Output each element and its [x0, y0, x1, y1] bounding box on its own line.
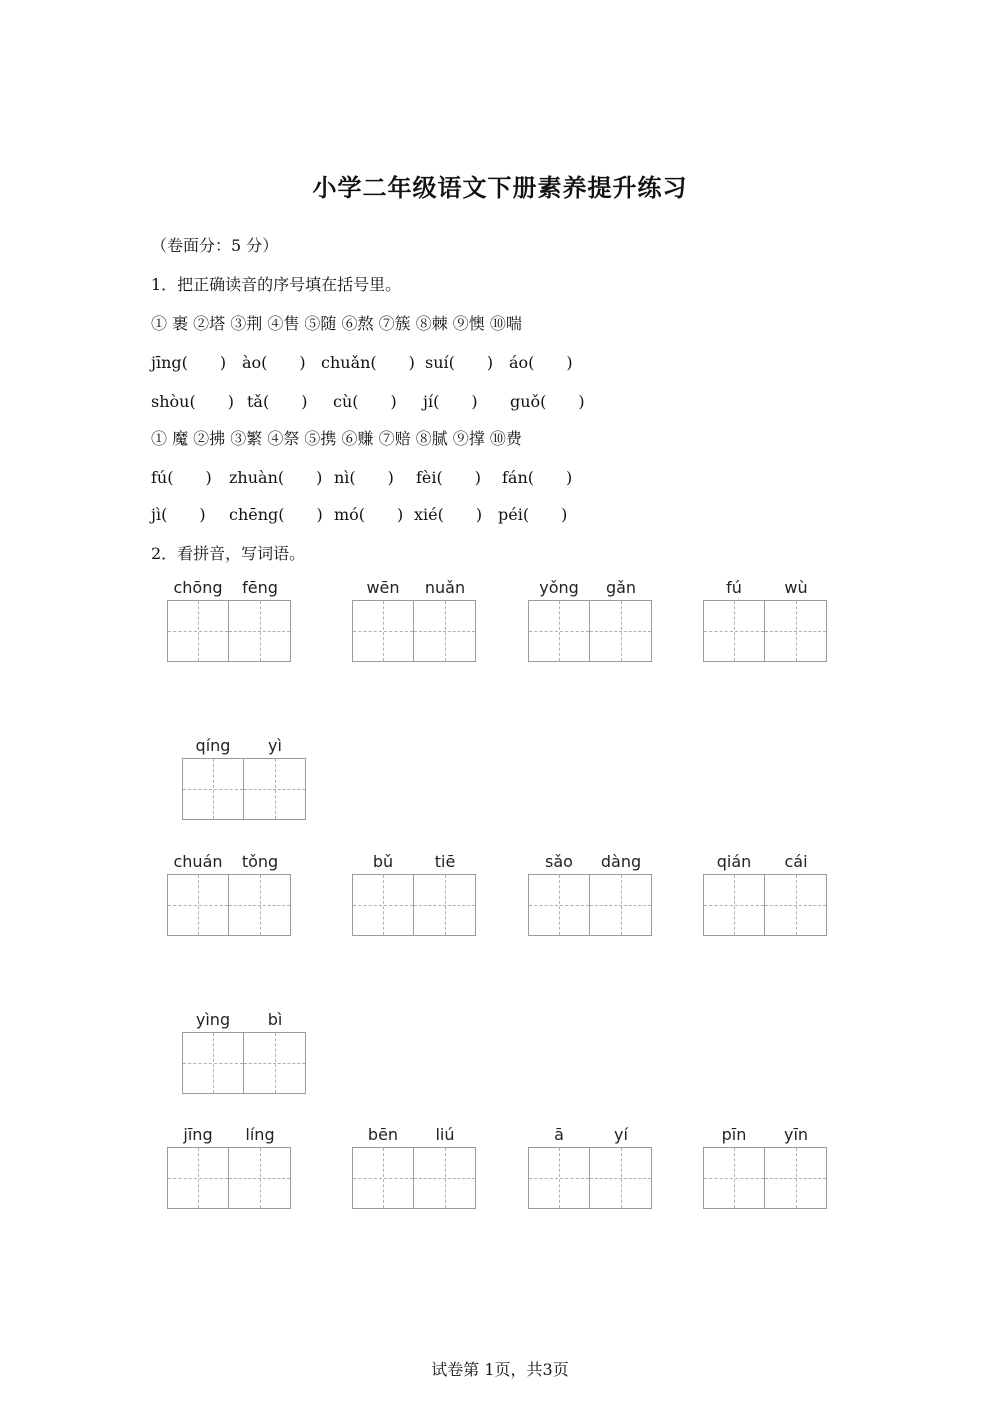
- pinyin-label: bēn: [367, 1125, 399, 1144]
- tianzige-cell[interactable]: [765, 1147, 827, 1209]
- pinyin-label: liú: [435, 1125, 455, 1144]
- pinyin-label: chōng: [173, 578, 223, 597]
- word-grid: [528, 852, 652, 936]
- guide-line: [590, 631, 651, 632]
- guide-line: [704, 1178, 764, 1179]
- word-grid: [703, 1125, 827, 1209]
- pinyin-blank[interactable]: xié( ): [414, 505, 483, 524]
- word-grid: [703, 578, 827, 662]
- pinyin-blank[interactable]: péi( ): [498, 505, 568, 524]
- pinyin-label: wù: [784, 578, 808, 597]
- tianzige-cell[interactable]: [182, 1032, 244, 1094]
- word-grid: [352, 1125, 476, 1209]
- pinyin-blank[interactable]: fán( ): [502, 468, 573, 487]
- tianzige-cell[interactable]: [703, 600, 765, 662]
- word-grid: [528, 578, 652, 662]
- tianzige-cell[interactable]: [244, 758, 306, 820]
- tianzige-cell[interactable]: [167, 874, 229, 936]
- pinyin-label: wēn: [366, 578, 400, 597]
- pinyin-blank[interactable]: tǎ( ): [247, 392, 308, 411]
- pinyin-blank[interactable]: áo( ): [509, 353, 573, 372]
- pinyin-blank[interactable]: jì( ): [151, 505, 206, 524]
- page-footer: 试卷第 1页，共3页: [431, 1360, 569, 1379]
- pinyin-label: yǒng: [539, 578, 579, 597]
- guide-line: [414, 631, 475, 632]
- pinyin-blank[interactable]: nì( ): [334, 468, 394, 487]
- guide-line: [353, 631, 413, 632]
- pinyin-label: bì: [267, 1010, 283, 1029]
- pinyin-blank[interactable]: ào( ): [242, 353, 306, 372]
- guide-line: [168, 631, 228, 632]
- pinyin-label: dàng: [600, 852, 642, 871]
- tianzige-cell[interactable]: [352, 874, 414, 936]
- pinyin-blank[interactable]: chuǎn( ): [321, 353, 415, 372]
- guide-line: [704, 905, 764, 906]
- pinyin-label: cái: [784, 852, 808, 871]
- guide-line: [529, 1178, 589, 1179]
- tianzige-cell[interactable]: [414, 1147, 476, 1209]
- word-grid: [352, 578, 476, 662]
- guide-line: [414, 1178, 475, 1179]
- tianzige-cell[interactable]: [765, 600, 827, 662]
- guide-line: [229, 1178, 290, 1179]
- word-grid: [703, 852, 827, 936]
- pinyin-label: tiē: [434, 852, 456, 871]
- pinyin-label: ā: [554, 1125, 564, 1144]
- guide-line: [183, 789, 243, 790]
- pinyin-label: qíng: [195, 736, 231, 755]
- pinyin-blank[interactable]: fèi( ): [416, 468, 481, 487]
- pinyin-blank[interactable]: mó( ): [334, 505, 404, 524]
- pinyin-blank[interactable]: suí( ): [425, 353, 494, 372]
- guide-line: [590, 905, 651, 906]
- page-title: 小学二年级语文下册素养提升练习: [312, 174, 688, 202]
- tianzige-cell[interactable]: [590, 874, 652, 936]
- tianzige-cell[interactable]: [167, 600, 229, 662]
- tianzige-cell[interactable]: [182, 758, 244, 820]
- guide-line: [168, 905, 228, 906]
- tianzige-cell[interactable]: [414, 600, 476, 662]
- pinyin-label: yīn: [783, 1125, 809, 1144]
- pinyin-blank[interactable]: jīng( ): [151, 353, 227, 372]
- q2-prompt: 2．看拼音，写词语。: [151, 544, 306, 563]
- tianzige-cell[interactable]: [528, 874, 590, 936]
- tianzige-cell[interactable]: [590, 1147, 652, 1209]
- tianzige-cell[interactable]: [590, 600, 652, 662]
- pinyin-blank[interactable]: cù( ): [333, 392, 397, 411]
- pinyin-label: sǎo: [545, 852, 573, 871]
- word-grid: [167, 578, 291, 662]
- guide-line: [529, 631, 589, 632]
- pinyin-label: líng: [245, 1125, 275, 1144]
- guide-line: [765, 631, 826, 632]
- q1-set2-chars: ① 魔 ②拂 ③繁 ④祭 ⑤携 ⑥赚 ⑦赔 ⑧腻 ⑨撑 ⑩费: [151, 429, 522, 448]
- pinyin-blank[interactable]: chēng( ): [229, 505, 323, 524]
- pinyin-blank[interactable]: jí( ): [423, 392, 478, 411]
- guide-line: [244, 1063, 305, 1064]
- guide-line: [590, 1178, 651, 1179]
- pinyin-label: fú: [726, 578, 742, 597]
- pinyin-label: tǒng: [241, 852, 279, 871]
- guide-line: [229, 905, 290, 906]
- tianzige-cell[interactable]: [765, 874, 827, 936]
- guide-line: [168, 1178, 228, 1179]
- guide-line: [704, 631, 764, 632]
- guide-line: [353, 905, 413, 906]
- pinyin-blank[interactable]: fú( ): [151, 468, 212, 487]
- tianzige-cell[interactable]: [167, 1147, 229, 1209]
- pinyin-label: qián: [716, 852, 752, 871]
- tianzige-cell[interactable]: [229, 1147, 291, 1209]
- word-grid: [182, 1010, 306, 1094]
- score-note: （卷面分：5 分）: [151, 236, 279, 255]
- tianzige-cell[interactable]: [229, 874, 291, 936]
- tianzige-cell[interactable]: [528, 1147, 590, 1209]
- pinyin-label: chuán: [173, 852, 223, 871]
- word-grid: [167, 852, 291, 936]
- pinyin-label: nuǎn: [424, 578, 466, 597]
- q1-prompt: 1．把正确读音的序号填在括号里。: [151, 275, 402, 294]
- guide-line: [765, 905, 826, 906]
- tianzige-cell[interactable]: [229, 600, 291, 662]
- guide-line: [414, 905, 475, 906]
- word-grid: [352, 852, 476, 936]
- pinyin-label: yí: [614, 1125, 628, 1144]
- pinyin-label: gǎn: [605, 578, 637, 597]
- pinyin-blank[interactable]: shòu( ): [151, 392, 234, 411]
- pinyin-blank[interactable]: guǒ( ): [510, 392, 585, 411]
- pinyin-label: fēng: [242, 578, 278, 597]
- tianzige-cell[interactable]: [528, 600, 590, 662]
- word-grid: [528, 1125, 652, 1209]
- pinyin-label: yì: [268, 736, 282, 755]
- tianzige-cell[interactable]: [414, 874, 476, 936]
- pinyin-label: pīn: [721, 1125, 747, 1144]
- guide-line: [529, 905, 589, 906]
- pinyin-blank[interactable]: zhuàn( ): [229, 468, 323, 487]
- word-grid: [167, 1125, 291, 1209]
- guide-line: [244, 789, 305, 790]
- pinyin-label: bǔ: [372, 852, 394, 871]
- guide-line: [353, 1178, 413, 1179]
- pinyin-label: jīng: [183, 1125, 213, 1144]
- guide-line: [765, 1178, 826, 1179]
- guide-line: [229, 631, 290, 632]
- tianzige-cell[interactable]: [703, 1147, 765, 1209]
- tianzige-cell[interactable]: [352, 1147, 414, 1209]
- guide-line: [183, 1063, 243, 1064]
- q1-set1-chars: ① 裹 ②塔 ③荆 ④售 ⑤随 ⑥熬 ⑦簇 ⑧棘 ⑨懊 ⑩喘: [151, 314, 522, 333]
- tianzige-cell[interactable]: [352, 600, 414, 662]
- word-grid: [182, 736, 306, 820]
- tianzige-cell[interactable]: [703, 874, 765, 936]
- pinyin-label: yìng: [195, 1010, 231, 1029]
- tianzige-cell[interactable]: [244, 1032, 306, 1094]
